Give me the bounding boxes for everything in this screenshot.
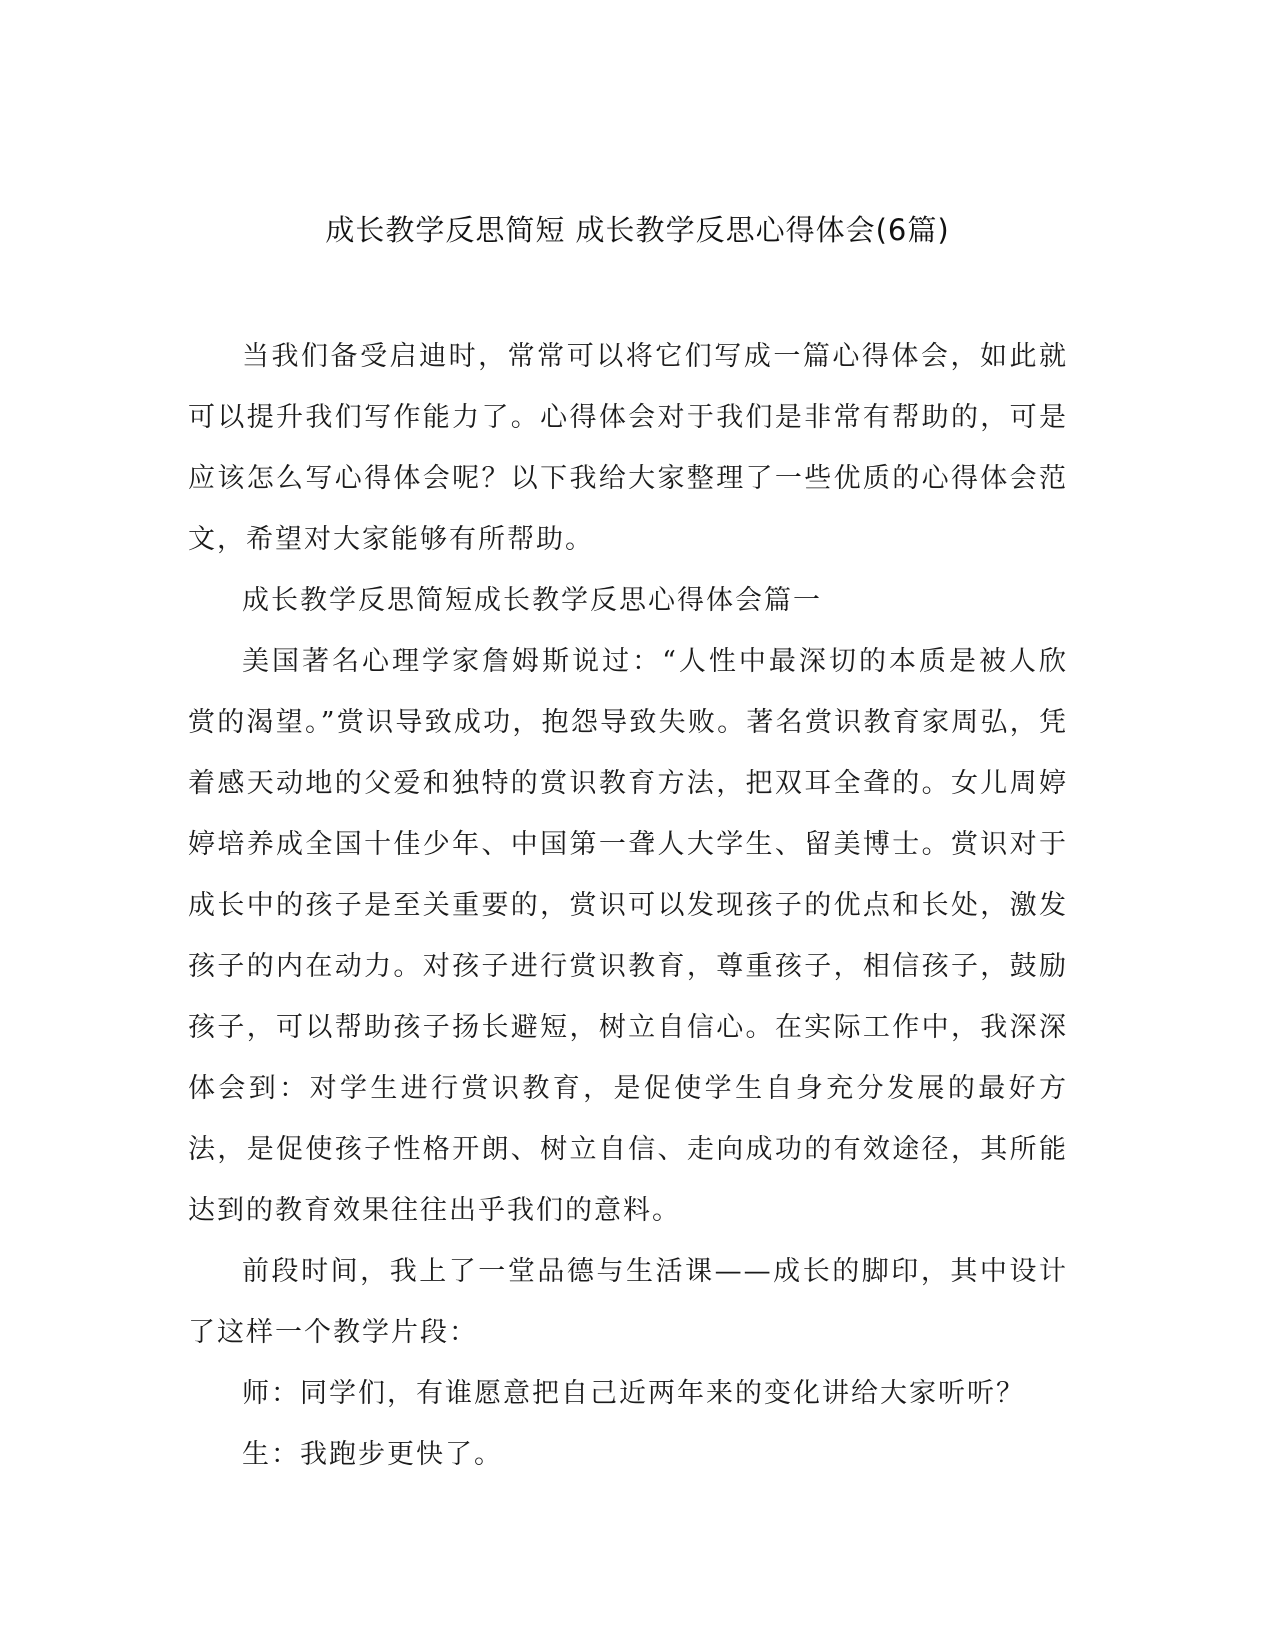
- dialogue-line: 师：同学们，有谁愿意把自己近两年来的变化讲给大家听听？: [242, 1378, 1025, 1409]
- document-body: [188, 326, 1068, 1485]
- body-paragraph: 前段时间，我上了一堂品德与生活课——成长的脚印，其中设计了这样一个教学片段：: [188, 1256, 1068, 1348]
- section-heading: 成长教学反思简短成长教学反思心得体会篇一: [242, 585, 822, 616]
- document-title: 成长教学反思简短 成长教学反思心得体会(6篇): [325, 213, 950, 247]
- dialogue-line: 生：我跑步更快了。: [242, 1439, 503, 1470]
- intro-paragraph: 当我们备受启迪时，常常可以将它们写成一篇心得体会，如此就可以提升我们写作能力了。心得体会对于我们是非常有帮助的，可是应该怎么写心得体会呢？以下我给大家整理了一些优质的心得体会范文，希望对大家能够有所帮助。: [188, 341, 1068, 555]
- body-paragraph: 美国著名心理学家詹姆斯说过：“人性中最深切的本质是被人欣赏的渴望。”赏识导致成功，抱怨导致失败。著名赏识教育家周弘，凭着感天动地的父爱和独特的赏识教育方法，把双耳全聋的。女儿周婷婷培养成全国十佳少年、中国第一聋人大学生、留美博士。赏识对于成长中的孩子是至关重要的，赏识可以发现孩子的优点和长处，激发孩子的内在动力。对孩子进行赏识教育，尊重孩子，相信孩子，鼓励孩子，可以帮助孩子扬长避短，树立自信心。在实际工作中，我深深体会到：对学生进行赏识教育，是促使学生自身充分发展的最好方法，是促使孩子性格开朗、树立自信、走向成功的有效途径，其所能达到的教育效果往往出乎我们的意料。: [188, 646, 1068, 1226]
